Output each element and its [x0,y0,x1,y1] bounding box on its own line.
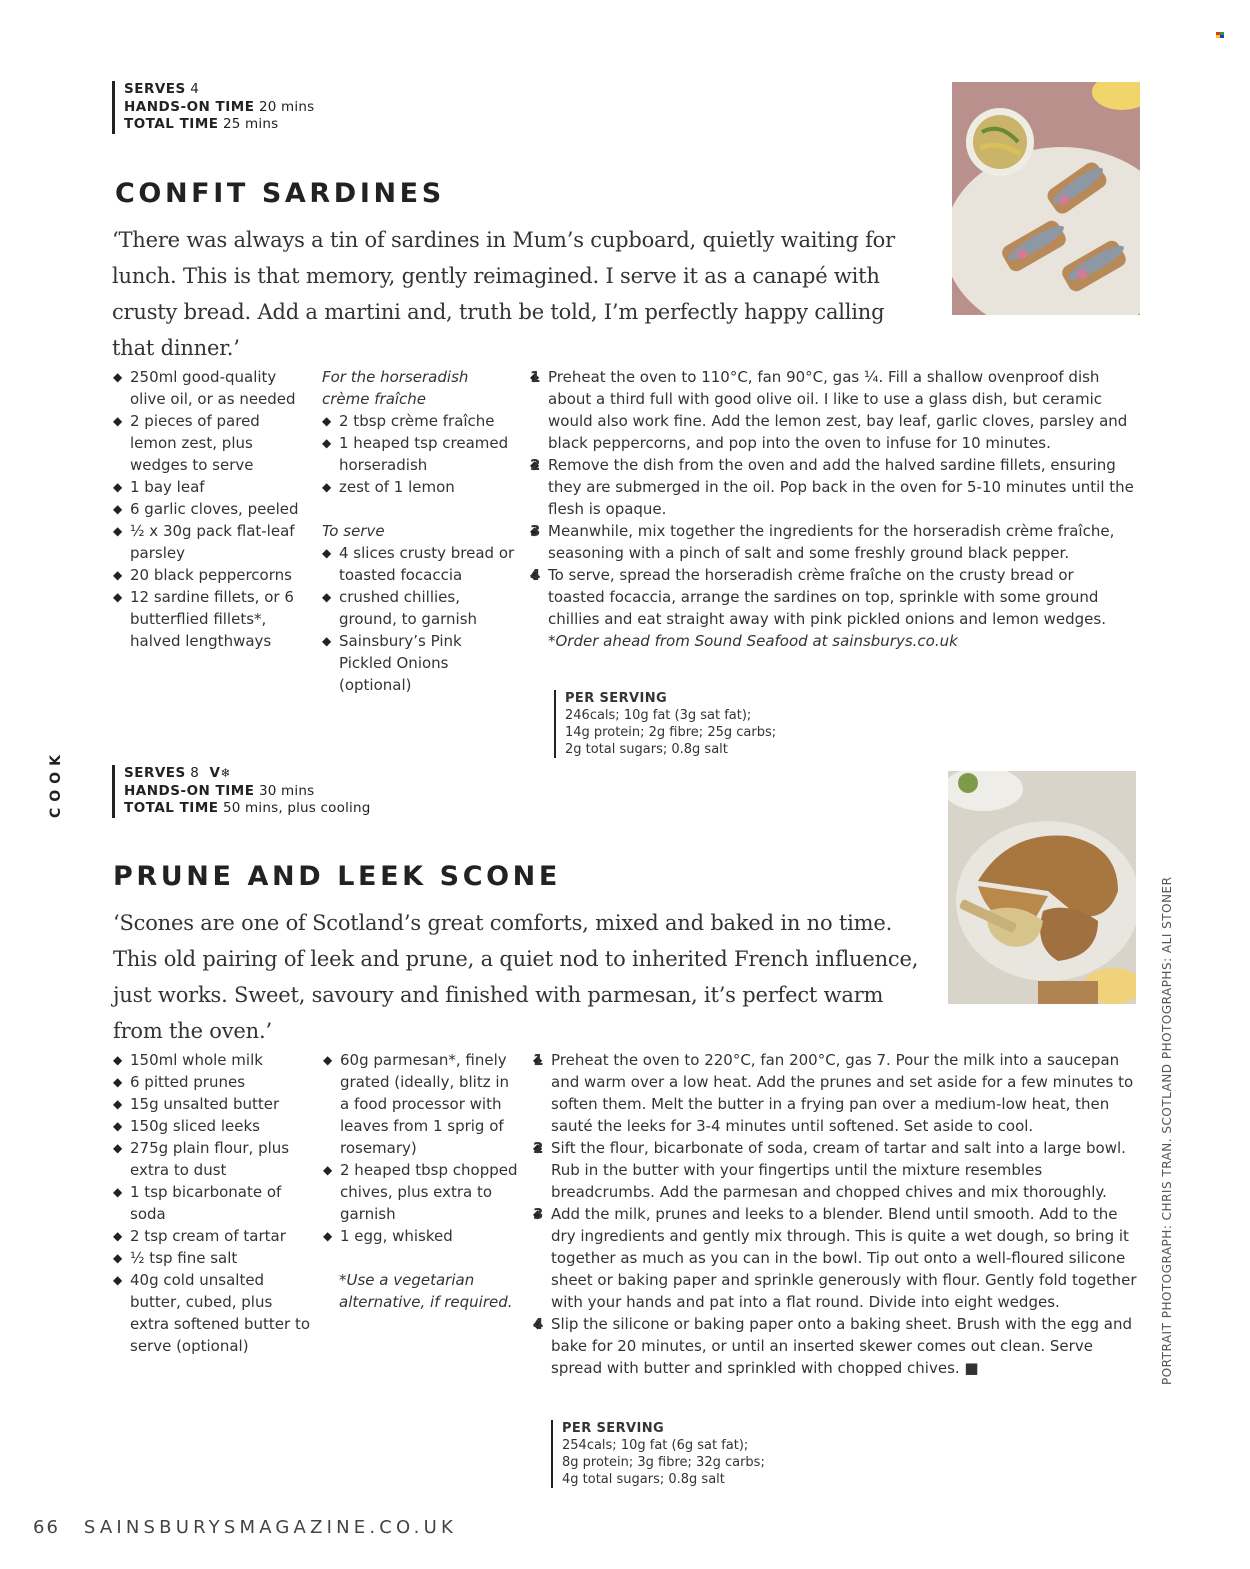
total-time-label: TOTAL TIME [124,116,219,132]
method-step [530,520,1135,564]
recipe1-method [530,366,1135,652]
ingredient-item: ◆ Sainsbury’s Pink Pickled Onions (optional) [322,630,517,696]
method-step [530,366,1135,454]
step-number: ◆ 3 [533,1205,544,1223]
recipe2-method [533,1049,1138,1379]
nutrition-line: 8g protein; 3g fibre; 32g carbs; [562,1455,765,1470]
recipe1-title: CONFIT SARDINES [115,178,445,209]
ingredient-item: ◆ 12 sardine fillets, or 6 butterflied fillets*, halved lengthways [113,586,308,652]
step-text: Sift the flour, bicarbonate of soda, cream of tartar and salt into a large bowl. Rub in the butter with your fingertips until the mixture resembles breadcrumbs. Add the parmesan and chopped chives and mix thoroughly. [551,1139,1126,1201]
ingredient-item: ◆ ½ x 30g pack flat-leaf parsley [113,520,308,564]
recipe2-meta [112,765,371,818]
freezable-icon: ❄ [220,766,231,780]
serves-value: 8 [190,765,200,781]
ingredient-item: ◆ ½ tsp fine salt [113,1247,313,1269]
step-number: ◆ 4 [530,566,541,584]
photo-credit: PORTRAIT PHOTOGRAPH: CHRIS TRAN. SCOTLAND PHOTOGRAPHS: ALI STONER [1160,876,1174,1385]
recipe2-nutrition [551,1420,765,1488]
section-label: COOK [48,749,64,818]
ingredient-item: ◆ 20 black peppercorns [113,564,308,586]
ingredient-item: ◆ 2 tsp cream of tartar [113,1225,313,1247]
step-number: ◆ 4 [533,1315,544,1333]
step-text: Remove the dish from the oven and add the halved sardine fillets, ensuring they are submerged in the oil. Pop back in the oven for 5-10 minutes until the flesh is opaque. [548,456,1134,518]
recipe1-ingredients [113,366,308,652]
total-time-value: 50 mins, plus cooling [222,800,371,816]
step-text: Preheat the oven to 110°C, fan 90°C, gas ¼. Fill a shallow ovenproof dish about a third full with good olive oil. I like to use a glass dish, but ceramic would also work fine. Add the lemon zest, bay leaf, garlic cloves, parsley and black peppercorns, and pop into the oven to infuse for 10 minutes. [548,368,1128,452]
hands-on-label: HANDS-ON TIME [124,782,255,799]
method-step [533,1137,1138,1203]
page-footer [33,1517,457,1538]
total-time-value: 25 mins [222,116,279,132]
step-number: ◆ 2 [533,1139,544,1157]
ingredient-item: ◆ crushed chillies, ground, to garnish [322,586,517,630]
ingredient-item: ◆ 6 garlic cloves, peeled [113,498,308,520]
ingredient-item: ◆ 150ml whole milk [113,1049,313,1071]
ingredient-item: ◆ 1 egg, whisked [323,1225,518,1247]
ingredient-item: ◆ 1 heaped tsp creamed horseradish [322,432,517,476]
method-step [533,1313,1138,1379]
method-step [530,454,1135,520]
website-url[interactable]: SAINSBURYSMAGAZINE.CO.UK [83,1517,457,1538]
step-text: Slip the silicone or baking paper onto a baking sheet. Brush with the egg and bake for 20 minutes, or until an inserted skewer comes out clean. Serve spread with butter and sprinkled with chopped chives. ■ [551,1315,1132,1377]
vegetarian-icon: V [209,765,221,781]
recipe2-ingredients-2 [323,1049,518,1313]
recipe2-note: *Use a vegetarian alternative, if required. [339,1271,513,1311]
recipe2-title: PRUNE AND LEEK SCONE [113,861,561,892]
step-number: ◆ 2 [530,456,541,474]
nutrition-line: 4g total sugars; 0.8g salt [562,1472,725,1487]
ingredient-item: ◆ 1 tsp bicarbonate of soda [113,1181,313,1225]
nutrition-label: PER SERVING [562,1421,665,1436]
serves-value: 4 [190,81,200,97]
step-number: ◆ 3 [530,522,541,540]
step-text: Preheat the oven to 220°C, fan 200°C, gas 7. Pour the milk into a saucepan and warm over a low heat. Add the prunes and set aside for a few minutes to soften them. Melt the butter in a frying pan over a medium-low heat, then sauté the leeks for 3-4 minutes until softened. Set aside to cool. [551,1051,1134,1135]
step-number: ◆ 1 [533,1051,544,1069]
recipe1-meta [112,81,314,134]
recipe1-intro: ‘There was always a tin of sardines in Mum’s cupboard, quietly waiting for lunch. This is that memory, gently reimagined. I serve it as a canapé with crusty bread. Add a martini and, truth be told, I’m perfectly happy calling that dinner.’ [112,228,895,360]
method-step [533,1049,1138,1137]
ingredient-item: ◆ 4 slices crusty bread or toasted focaccia [322,542,517,586]
to-serve-subtitle: To serve [322,522,385,540]
scone-photo [948,771,1136,1004]
total-time-label: TOTAL TIME [124,800,219,816]
step-text: To serve, spread the horseradish crème fraîche on the crusty bread or toasted focaccia, arrange the sardines on top, sprinkle with some ground chillies and eat straight away with pink pickled onions and lemon wedges. [548,566,1106,628]
ingredient-item: ◆ 150g sliced leeks [113,1115,313,1137]
ingredient-item: ◆ 6 pitted prunes [113,1071,313,1093]
hands-on-value: 30 mins [258,782,315,799]
hands-on-value: 20 mins [258,98,315,115]
recipe1-note: *Order ahead from Sound Seafood at sainsburys.co.uk [548,632,958,650]
recipe1-subingredients [322,366,517,696]
recipe2-intro: ‘Scones are one of Scotland’s great comforts, mixed and baked in no time. This old pairing of leek and prune, a quiet nod to inherited French influence, just works. Sweet, savoury and finished with parmesan, it’s perfect warm from the oven.’ [113,911,919,1043]
ingredient-item: ◆ 40g cold unsalted butter, cubed, plus extra softened butter to serve (optional) [113,1269,313,1357]
recipe1-nutrition [554,690,776,758]
sardines-photo [952,82,1140,315]
ingredient-item: ◆ 250ml good-quality olive oil, or as needed [113,366,308,410]
nutrition-line: 2g total sugars; 0.8g salt [565,742,728,757]
serves-label: SERVES [124,765,186,781]
ingredient-item: ◆ zest of 1 lemon [322,476,517,498]
colour-mark [1216,32,1224,38]
recipe2-ingredients [113,1049,313,1357]
step-number: ◆ 1 [530,368,541,386]
step-text: Add the milk, prunes and leeks to a blender. Blend until smooth. Add to the dry ingredients and gently mix through. This is quite a wet dough, so bring it together as much as you can in the bowl. Tip out onto a well-floured silicone sheet or baking paper and sprinkle generously with flour. Gently fold together with your hands and pat into a flat round. Divide into eight wedges. [551,1205,1137,1311]
method-step [533,1203,1138,1313]
ingredient-item: ◆ 15g unsalted butter [113,1093,313,1115]
nutrition-label: PER SERVING [565,691,668,706]
page-number: 66 [33,1517,60,1538]
nutrition-line: 14g protein; 2g fibre; 25g carbs; [565,725,777,740]
ingredient-item: ◆ 275g plain flour, plus extra to dust [113,1137,313,1181]
nutrition-line: 246cals; 10g fat (3g sat fat); [565,708,752,723]
horseradish-subtitle: For the horseradish crème fraîche [322,368,469,408]
hands-on-label: HANDS-ON TIME [124,98,255,115]
ingredient-item: ◆ 1 bay leaf [113,476,308,498]
ingredient-item: ◆ 60g parmesan*, finely grated (ideally, blitz in a food processor with leaves from 1 sprig of rosemary) [323,1049,518,1159]
ingredient-item: ◆ 2 pieces of pared lemon zest, plus wedges to serve [113,410,308,476]
step-text: Meanwhile, mix together the ingredients for the horseradish crème fraîche, seasoning with a pinch of salt and some freshly ground black pepper. [548,522,1115,562]
serves-label: SERVES [124,81,186,97]
nutrition-line: 254cals; 10g fat (6g sat fat); [562,1438,749,1453]
method-step [530,564,1135,630]
ingredient-item: ◆ 2 heaped tbsp chopped chives, plus extra to garnish [323,1159,518,1225]
ingredient-item: ◆ 2 tbsp crème fraîche [322,410,517,432]
